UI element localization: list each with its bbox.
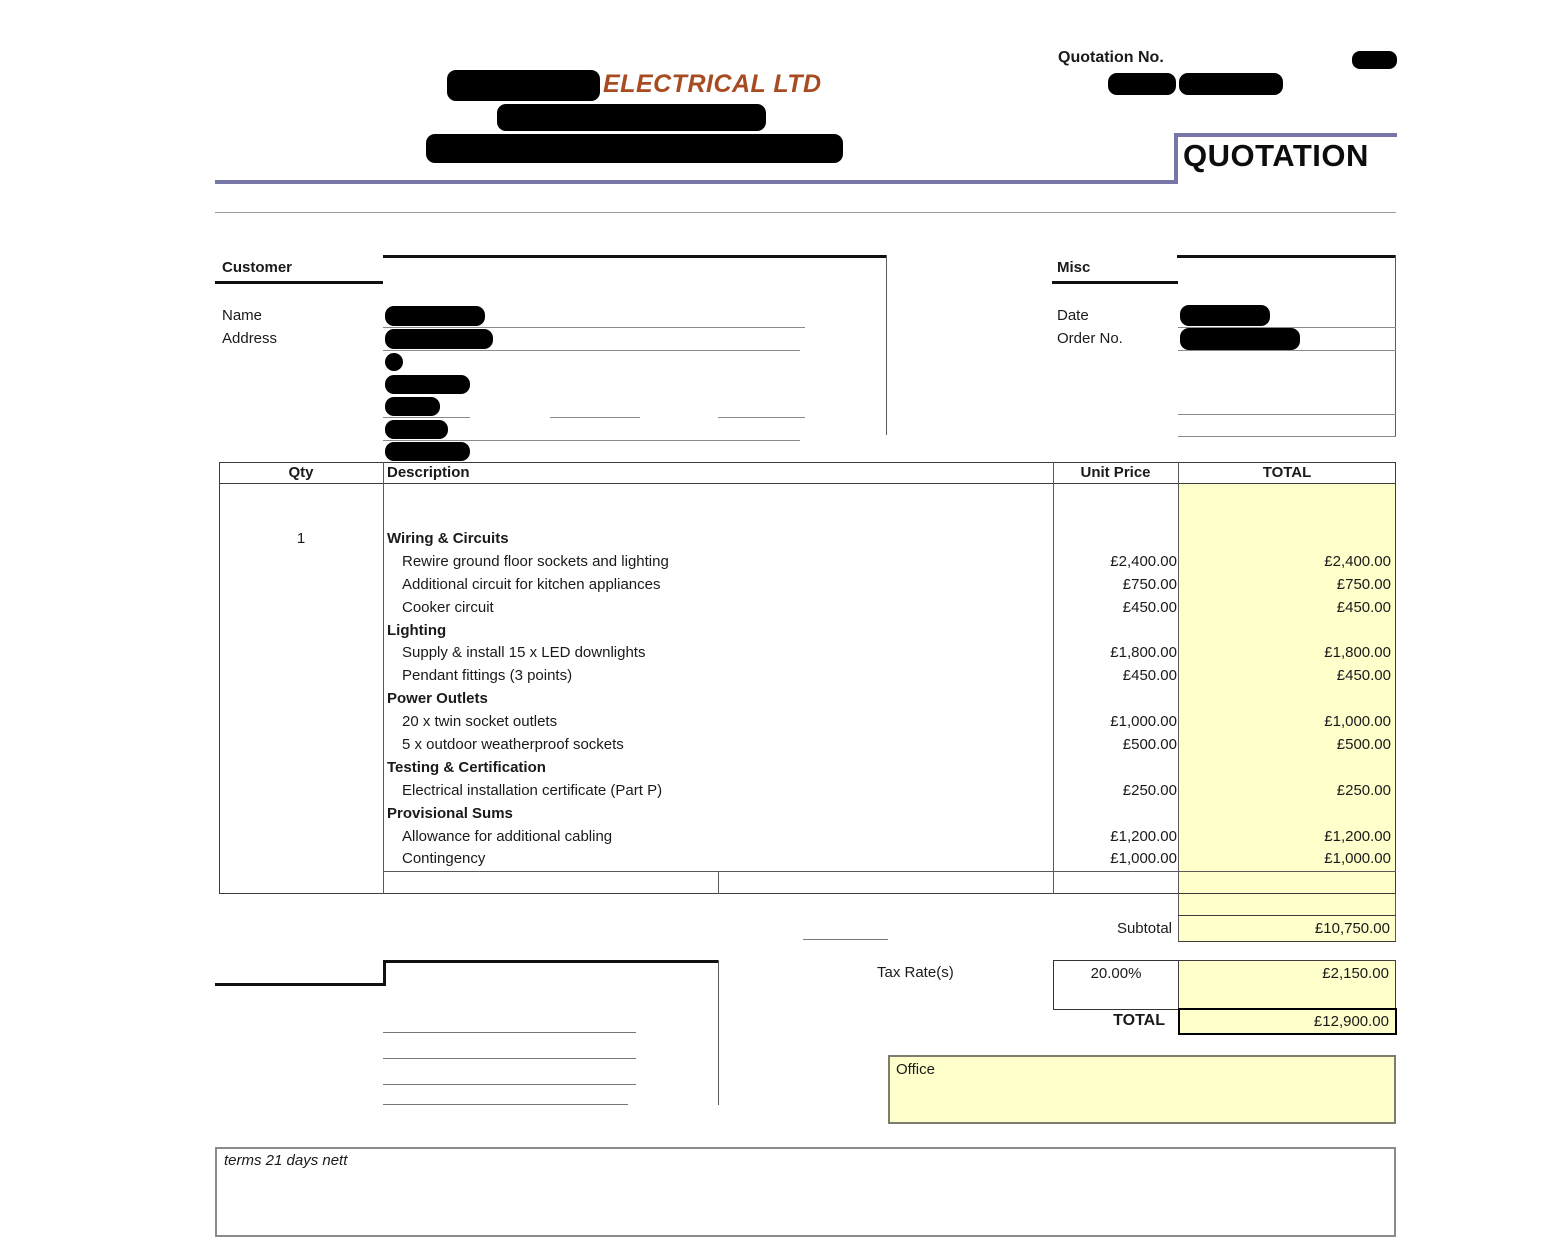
unit-price-header: Unit Price	[1080, 464, 1151, 481]
tax-rate-cell[interactable]	[1053, 960, 1179, 987]
item-total: £450.00	[1336, 598, 1391, 616]
item-total: £1,000.00	[1324, 713, 1391, 731]
misc-underline	[1052, 281, 1178, 284]
item-description: Additional circuit for kitchen appliances	[402, 575, 661, 593]
redacted-customer-name	[385, 306, 485, 326]
bottom-box-top	[383, 960, 718, 963]
redacted-company-line3	[426, 134, 843, 163]
item-unit-price: £1,000.00	[1110, 713, 1177, 731]
item-total: £750.00	[1336, 575, 1391, 593]
item-description: Testing & Certification	[387, 758, 546, 776]
table-row	[219, 688, 1396, 711]
redacted-ref	[1352, 51, 1397, 69]
table-row	[219, 826, 1396, 849]
grand-total-value: £12,900.00	[1313, 1013, 1389, 1030]
item-unit-price: £250.00	[1122, 781, 1177, 799]
tax-amount-cell	[1178, 960, 1396, 987]
item-description: Wiring & Circuits	[387, 530, 509, 547]
item-description: 5 x outdoor weatherproof sockets	[402, 736, 624, 754]
items-body	[219, 528, 1396, 872]
redacted-address-4	[385, 397, 440, 416]
address-field-underline[interactable]	[383, 350, 800, 351]
item-description: Pendant fittings (3 points)	[402, 667, 573, 685]
name-label: Name	[222, 307, 263, 324]
date-label: Date	[1057, 307, 1089, 324]
terms-text: terms 21 days nett	[224, 1152, 348, 1169]
item-total: £1,200.00	[1324, 827, 1391, 845]
redacted-address-5	[385, 420, 448, 439]
address-label: Address	[222, 330, 278, 347]
tax-rate-value: 20.00%	[1090, 965, 1142, 982]
bottom-box-right	[718, 960, 719, 1105]
item-description: Electrical installation certificate (Part P)	[402, 781, 663, 799]
table-row	[219, 574, 1396, 597]
item-total: £500.00	[1336, 736, 1391, 754]
floating-line	[803, 939, 888, 940]
order-no-label: Order No.	[1057, 330, 1123, 347]
address-seg-underline-3[interactable]	[718, 417, 805, 418]
bottom-line-2[interactable]	[383, 1058, 636, 1059]
item-unit-price: £1,800.00	[1110, 644, 1177, 662]
qty-header: Qty	[288, 464, 314, 481]
table-row	[219, 711, 1396, 734]
customer-section-label: Customer	[222, 259, 293, 276]
misc-field-underline-4[interactable]	[1178, 436, 1396, 437]
redacted-company-line2	[497, 104, 766, 131]
table-row	[219, 803, 1396, 826]
accent-line-low	[215, 180, 1178, 184]
misc-section-label: Misc	[1057, 259, 1091, 276]
item-description: Rewire ground floor sockets and lighting	[402, 552, 669, 570]
table-row	[219, 528, 1396, 551]
item-total: £2,400.00	[1324, 552, 1391, 570]
item-total: £450.00	[1336, 667, 1391, 685]
order-field-underline[interactable]	[1178, 350, 1396, 351]
redacted-address-3	[385, 375, 470, 394]
item-description: Allowance for additional cabling	[402, 827, 613, 845]
grand-total-cell	[1178, 1008, 1397, 1035]
item-description: Lighting	[387, 621, 447, 639]
item-unit-price: £1,000.00	[1110, 850, 1177, 868]
subrow-divider	[718, 871, 719, 894]
table-row	[219, 734, 1396, 757]
address-seg-underline-2[interactable]	[550, 417, 640, 418]
accent-line-step	[1174, 133, 1178, 184]
item-description: Cooker circuit	[402, 598, 494, 616]
redacted-quotation-no-1	[1108, 73, 1176, 95]
redacted-address-1	[385, 329, 493, 349]
customer-box-right	[886, 255, 887, 435]
bottom-box-underline	[215, 983, 383, 986]
table-row	[219, 620, 1396, 643]
tax-amount-value: £2,150.00	[1322, 965, 1389, 982]
misc-box-right	[1395, 255, 1396, 437]
bottom-line-4[interactable]	[383, 1104, 628, 1105]
misc-field-underline-3[interactable]	[1178, 414, 1396, 415]
tax-rate-label: Tax Rate(s)	[877, 964, 954, 981]
company-name: ELECTRICAL LTD	[603, 70, 822, 98]
accent-line-high	[1174, 133, 1397, 137]
misc-box-top	[1177, 255, 1396, 258]
subtotal-value: £10,750.00	[1314, 920, 1390, 937]
redacted-address-2	[385, 353, 403, 371]
redacted-address-6	[385, 442, 470, 461]
subtotal-cell-top	[1178, 915, 1396, 916]
item-description: Provisional Sums	[387, 804, 513, 822]
item-unit-price: £450.00	[1122, 667, 1177, 685]
table-row	[219, 665, 1396, 688]
item-unit-price: £500.00	[1122, 736, 1177, 754]
address-field-underline-2[interactable]	[383, 440, 800, 441]
item-unit-price: £2,400.00	[1110, 552, 1177, 570]
empty-total-cell	[1178, 986, 1396, 1009]
customer-box-top	[383, 255, 887, 258]
item-description: Supply & install 15 x LED downlights	[402, 644, 646, 662]
table-row	[219, 848, 1396, 871]
quotation-no-label: Quotation No.	[1058, 49, 1164, 66]
redacted-order-no	[1180, 328, 1300, 350]
description-header: Description	[387, 464, 470, 481]
table-row	[219, 597, 1396, 620]
office-label: Office	[896, 1061, 935, 1078]
table-row	[219, 757, 1396, 780]
table-header-bottom	[219, 483, 1396, 484]
qty-value: 1	[296, 530, 306, 547]
grand-total-label: TOTAL	[1113, 1012, 1165, 1029]
item-unit-price: £450.00	[1122, 598, 1177, 616]
subtotal-label: Subtotal	[1116, 920, 1172, 937]
total-header: TOTAL	[1262, 464, 1312, 481]
item-description: Contingency	[402, 850, 486, 868]
redacted-quotation-no-2	[1179, 73, 1283, 95]
item-description: 20 x twin socket outlets	[402, 713, 558, 731]
customer-underline	[215, 281, 383, 284]
empty-tax-cell[interactable]	[1053, 986, 1179, 1010]
address-seg-underline-1[interactable]	[383, 417, 470, 418]
office-box[interactable]	[888, 1055, 1396, 1124]
terms-box[interactable]	[215, 1147, 1396, 1237]
table-row	[219, 551, 1396, 574]
bottom-line-1[interactable]	[383, 1032, 636, 1033]
redacted-date	[1180, 305, 1270, 326]
bottom-line-3[interactable]	[383, 1084, 636, 1085]
bottom-box-step	[383, 960, 386, 986]
item-total: £1,800.00	[1324, 644, 1391, 662]
divider-line	[215, 212, 1396, 213]
table-row	[219, 642, 1396, 665]
item-unit-price: £750.00	[1122, 575, 1177, 593]
item-total: £250.00	[1336, 781, 1391, 799]
table-row	[219, 780, 1396, 803]
item-unit-price: £1,200.00	[1110, 827, 1177, 845]
redacted-company-prefix	[447, 70, 600, 101]
item-total: £1,000.00	[1324, 850, 1391, 868]
page-title: QUOTATION	[1183, 138, 1369, 173]
subrow-top-line	[383, 871, 1396, 872]
item-description: Power Outlets	[387, 690, 488, 708]
name-field-underline[interactable]	[383, 327, 805, 328]
